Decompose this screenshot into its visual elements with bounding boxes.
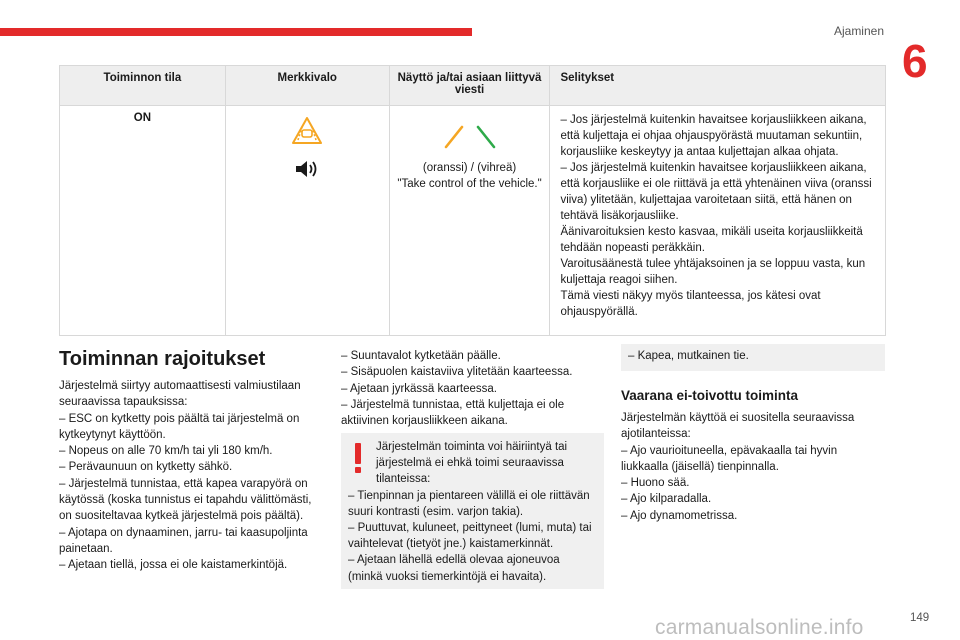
limitation-item: – Nopeus on alle 70 km/h tai yli 180 km/h.: [59, 445, 273, 458]
table-header: Näyttö ja/tai asiaan liittyvä viesti: [389, 66, 550, 106]
limitation-item: – ESC on kytketty pois päältä tai järjestelmä on kytkeytynyt käyttöön.: [59, 412, 300, 441]
table-header: Toiminnon tila: [60, 66, 226, 106]
page-number: 149: [910, 612, 930, 624]
explanation-text: – Jos järjestelmä kuitenkin havaitsee korjausliikkeen aikana, että kuljettaja ei ohjaa ohjauspyörästä muutaman sekuntiin, korjausliike keskeytyy ja antaa kuljettajan alkaa ohjata.: [560, 114, 867, 158]
limitations-column-b: [341, 348, 607, 429]
explanation-text: Tämä viesti näkyy myös tilanteessa, jos kätesi ovat ohjauspyörällä.: [560, 290, 821, 318]
warning-box: [341, 433, 604, 589]
unwanted-operation-column: [621, 410, 885, 524]
indicator-cell: [225, 106, 389, 336]
explanation-text: – Jos järjestelmä kuitenkin havaitsee korjausliikkeen aikana, että korjausliike ei ole riittävä ja että yhtenäinen viiva (oranssi viiva) ylitetään, kuljettajaa varoitetaan siitä, että hänen on tehtävä lisäkorjausliike.: [560, 162, 872, 222]
display-color-text: (oranssi) / (vihreä): [422, 162, 517, 174]
limitation-item: Järjestelmä siirtyy automaattisesti valmiustilaan seuraavissa tapauksissa:: [59, 380, 301, 409]
explanation-cell: [550, 106, 886, 336]
function-table: [59, 65, 886, 336]
limitations-column-a: [59, 378, 321, 574]
limitation-item: – Ajetaan jyrkässä kaarteessa.: [341, 382, 497, 395]
table-header: Selitykset: [550, 66, 886, 106]
explanation-text: Äänivaroituksien kesto kasvaa, mikäli useita korjausliikkeitä tehdään nopeasti peräkkäin.: [560, 226, 863, 254]
limitation-item: – Sisäpuolen kaistaviiva ylitetään kaarteessa.: [341, 366, 573, 379]
orange-lane-line-icon: [442, 124, 466, 150]
table-header: Merkkivalo: [225, 66, 389, 106]
unwanted-item: – Huono sää.: [621, 477, 690, 490]
state-cell: ON: [60, 106, 226, 336]
chapter-number: 6: [902, 35, 928, 87]
exclamation-icon: [348, 441, 368, 475]
green-lane-line-icon: [474, 124, 498, 150]
limitation-item: – Ajetaan tiellä, jossa ei ole kaistamerkintöjä.: [59, 559, 288, 572]
header-accent-bar: [0, 28, 472, 36]
watermark: carmanualsonline.info: [655, 616, 864, 639]
speaker-sound-icon: [294, 158, 320, 180]
display-message: "Take control of the vehicle.": [397, 178, 542, 190]
limitations-heading: Toiminnan rajoitukset: [59, 348, 266, 370]
unwanted-item: – Ajo vaurioituneella, epävakaalla tai hyvin liukkaalla (jäisellä) tienpinnalla.: [621, 444, 838, 473]
display-cell: [389, 106, 550, 336]
limitation-item: – Ajotapa on dynaaminen, jarru- tai kaasupoljinta painetaan.: [59, 526, 308, 555]
unwanted-item: – Ajo dynamometrissa.: [621, 509, 738, 522]
lane-keeping-warning-icon: [291, 116, 323, 146]
warning-text: – Puuttuvat, kuluneet, peittyneet (lumi, muta) tai vaihtelevat (tietyöt jne.) kaistamerkinnät.: [348, 522, 592, 551]
warning-text: – Ajetaan lähellä edellä olevaa ajoneuvoa (minkä vuoksi tiemerkintöjä ei havaita).: [348, 554, 560, 583]
limitation-item: – Järjestelmä tunnistaa, että kapea varapyörä on käytössä (koska tunnistus ei tapahdu välittömästi, on suositeltavaa kytkeä järjestelmä pois päältä).: [59, 477, 312, 523]
limitation-item: – Suuntavalot kytketään päälle.: [341, 350, 501, 362]
limitation-item: – Perävaunuun on kytketty sähkö.: [59, 461, 233, 474]
table-header-row: [60, 66, 886, 106]
limitation-item: – Järjestelmä tunnistaa, että kuljettaja ei ole aktiivinen korjausliikkeen aikana.: [341, 398, 565, 428]
explanation-text: Varoitusäänestä tulee yhtäjaksoinen ja se loppuu vasta, kun kuljettaja reagoi siihen.: [560, 258, 866, 286]
note-box: – Kapea, mutkainen tie.: [621, 344, 885, 371]
warning-text: – Tienpinnan ja pientareen välillä ei ole riittävän suuri kontrasti (esim. varjon takia).: [348, 489, 590, 518]
unwanted-item: Järjestelmän käyttöä ei suositella seuraavissa ajotilanteissa:: [621, 412, 855, 441]
section-title-header: Ajaminen: [833, 24, 884, 38]
unwanted-item: – Ajo kilparadalla.: [621, 493, 712, 506]
unwanted-operation-heading: Vaarana ei-toivottu toiminta: [621, 388, 799, 403]
warning-text: Järjestelmän toiminta voi häiriintyä tai järjestelmä ei ehkä toimi seuraavissa tilanteissa:: [376, 441, 568, 486]
table-row: [60, 106, 886, 336]
